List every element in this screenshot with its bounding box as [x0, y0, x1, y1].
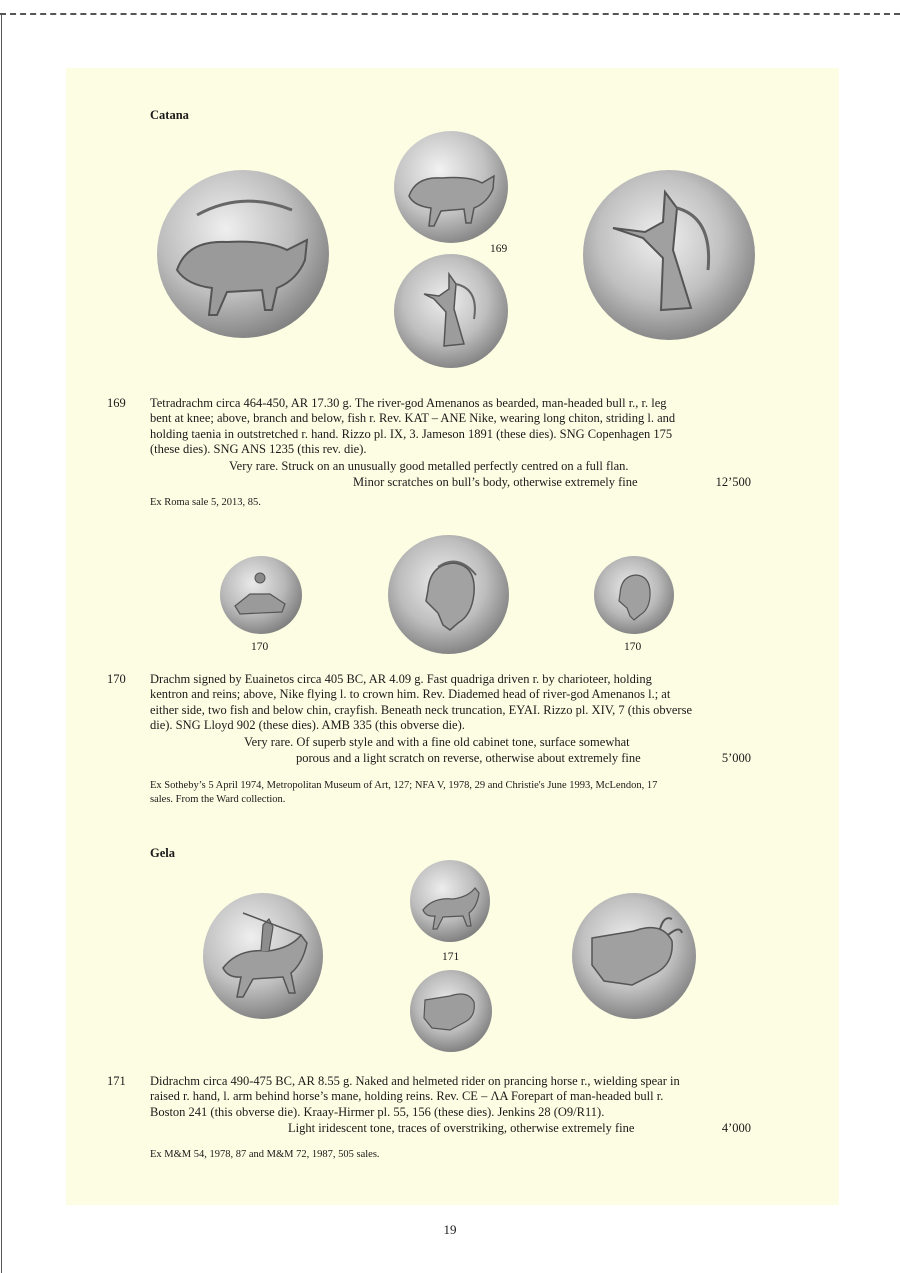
coin-171-reverse: [410, 970, 492, 1052]
coin-169-reverse-enlarged: [583, 170, 755, 340]
provenance-171: Ex M&M 54, 1978, 87 and M&M 72, 1987, 505 sales.: [150, 1149, 380, 1160]
lot-description-170: [150, 672, 751, 733]
desc-line: Didrachm circa 490-475 BC, AR 8.55 g. Naked and helmeted rider on prancing horse r., wielding spear in: [150, 1074, 680, 1088]
provenance-170: [150, 779, 755, 807]
desc-line: Boston 241 (this obverse die). Kraay-Hirmer pl. 55, 156 (these dies). Jenkins 28 (O9/R11).: [150, 1104, 605, 1119]
lot-description-169: [150, 396, 751, 457]
condition-171: Light iridescent tone, traces of overstriking, otherwise extremely fine: [288, 1121, 635, 1135]
nike-icon: [583, 170, 755, 340]
desc-line: die). SNG Lloyd 902 (these dies). AMB 335 (this obverse die).: [150, 717, 465, 732]
price-170: 5’000: [721, 751, 751, 765]
lot-number-170: 170: [107, 672, 126, 686]
nike-small-icon: [394, 254, 508, 368]
price-171: 4’000: [721, 1121, 751, 1135]
coin-169-obverse: [394, 131, 508, 243]
desc-line: raised r. hand, l. arm behind horse’s mane, holding reins. Rev. CE – ΛA Forepart of man-headed bull r.: [150, 1089, 664, 1104]
plate-label-171: 171: [442, 951, 460, 963]
page-number: 19: [443, 1222, 457, 1237]
coin-171-obverse: [410, 860, 490, 942]
price-169: 12’500: [715, 475, 751, 489]
bull-forepart-icon: [572, 893, 696, 1019]
top-dashed-rule: [0, 13, 900, 15]
desc-line: bent at knee; above, branch and below, fish r. Rev. KAT – ANE Nike, wearing long chiton, striding l. and: [150, 411, 676, 426]
bull-small-icon: [394, 131, 508, 243]
lot-number-171: 171: [107, 1074, 126, 1088]
provenance-line: sales. From the Ward collection.: [150, 794, 286, 805]
condition-169-line1: Very rare. Struck on an unusually good metalled perfectly centred on a full flan.: [229, 459, 629, 473]
river-god-head-small-icon: [594, 556, 674, 634]
desc-line: kentron and reins; above, Nike flying l. to crown him. Rev. Diademed head of river-god Amenanos l.; at: [150, 687, 671, 702]
plate-label-170-right: 170: [624, 641, 642, 653]
coin-170-reverse: [594, 556, 674, 634]
coin-171-obverse-enlarged: [203, 893, 323, 1019]
horseman-icon: [203, 893, 323, 1019]
coin-170-obverse: [220, 556, 302, 634]
bull-icon: [157, 170, 329, 338]
coin-171-reverse-enlarged: [572, 893, 696, 1019]
section-heading-gela: Gela: [150, 846, 175, 860]
desc-line: holding taenia in outstretched r. hand. Rizzo pl. IX, 3. Jameson 1891 (these dies). SNG Copenhagen 175: [150, 426, 673, 441]
left-margin-rule: [1, 14, 2, 1273]
river-god-head-icon: [388, 535, 509, 654]
provenance-169: Ex Roma sale 5, 2013, 85.: [150, 497, 261, 508]
coin-170-reverse-enlarged: [388, 535, 509, 654]
condition-170-line1: Very rare. Of superb style and with a fine old cabinet tone, surface somewhat: [244, 735, 630, 749]
lot-number-169: 169: [107, 396, 126, 410]
desc-line: (these dies). SNG ANS 1235 (this rev. die).: [150, 441, 367, 456]
bull-forepart-small-icon: [410, 970, 492, 1052]
plate-label-169: 169: [490, 243, 508, 255]
condition-170-line2: porous and a light scratch on reverse, otherwise about extremely fine: [296, 751, 641, 765]
horseman-small-icon: [410, 860, 490, 942]
coin-169-reverse: [394, 254, 508, 368]
lot-description-171: [150, 1074, 751, 1120]
condition-169-line2: Minor scratches on bull’s body, otherwise extremely fine: [353, 475, 638, 489]
desc-line: Tetradrachm circa 464-450, AR 17.30 g. The river-god Amenanos as bearded, man-headed bull r., r. leg: [150, 396, 667, 410]
desc-line: Drachm signed by Euainetos circa 405 BC, AR 4.09 g. Fast quadriga driven r. by charioteer, holding: [150, 672, 652, 686]
provenance-line: Ex Sotheby’s 5 April 1974, Metropolitan Museum of Art, 127; NFA V, 1978, 29 and Christie's June 1993, McLendon, 17: [150, 780, 658, 791]
coin-169-obverse-enlarged: [157, 170, 329, 338]
desc-line: either side, two fish and below chin, crayfish. Beneath neck truncation, EYAI. Rizzo pl. XIV, 7 (this obverse: [150, 702, 692, 717]
plate-label-170-left: 170: [251, 641, 269, 653]
section-heading-catana: Catana: [150, 108, 189, 122]
quadriga-icon: [220, 556, 302, 634]
